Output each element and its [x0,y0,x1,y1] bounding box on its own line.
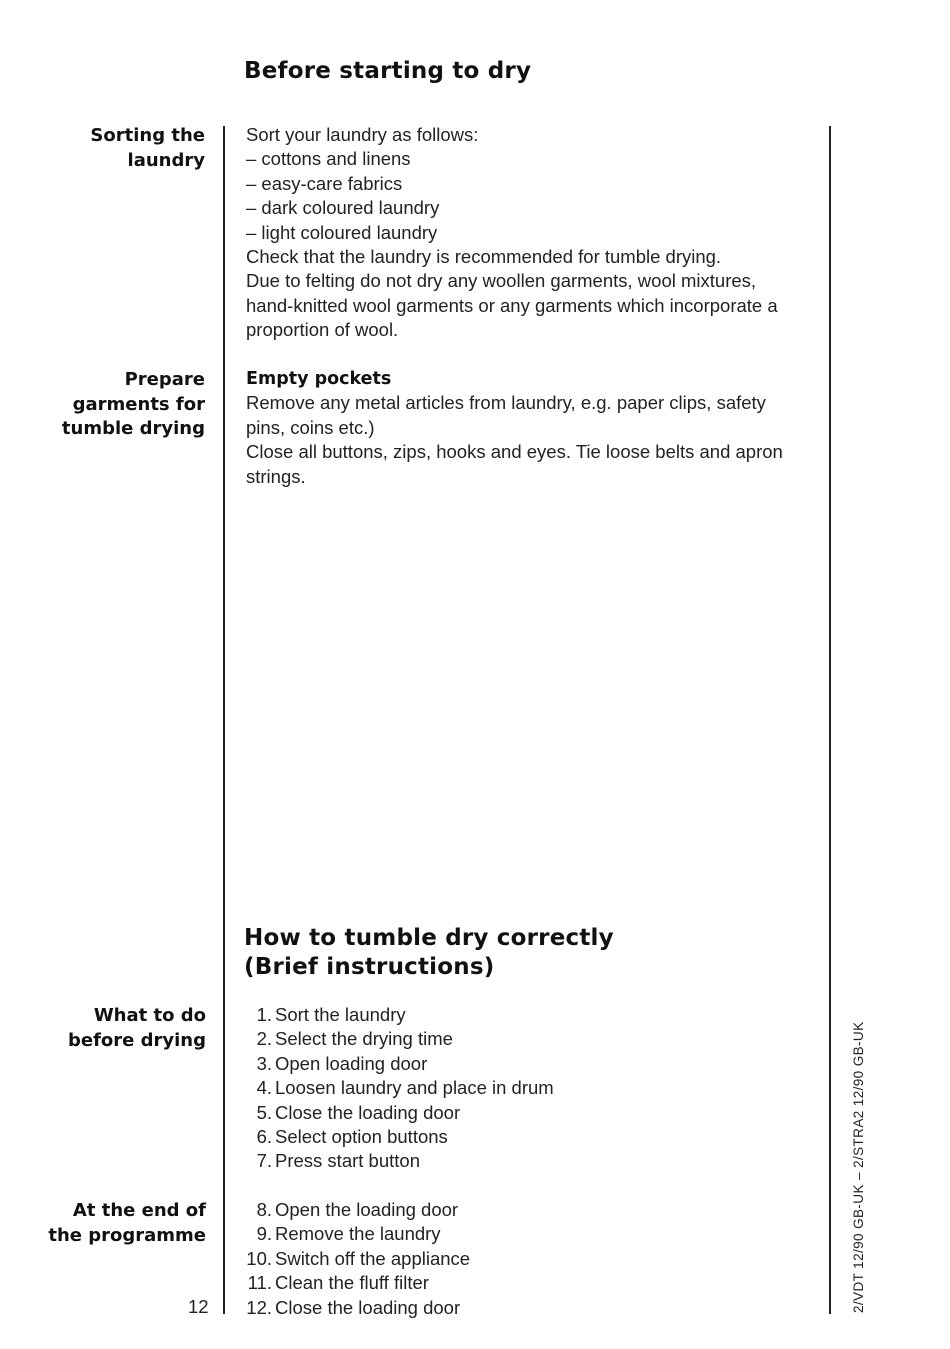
list-item: 4. Loosen laundry and place in drum [256,1077,554,1099]
text-line: – cottons and linens [246,148,411,170]
document-code: 2/VDT 12/90 GB-UK – 2/STRA2 12/90 GB-UK [851,1021,866,1313]
list-item: 10. Switch off the appliance [246,1247,471,1269]
list-item: 11. Clean the fluff filter [247,1272,429,1294]
section-title: How to tumble dry correctly (Brief instructions) [244,925,614,980]
text-line: Remove any metal articles from laundry, e.g. paper clips, safety [246,392,766,414]
prepare-heading: Prepare garments for tumble drying [61,369,205,439]
text-line: – light coloured laundry [246,221,438,243]
list-item: 6. Select option buttons [256,1126,448,1148]
left-divider [223,126,225,1314]
list-item: 8. Open the loading door [256,1199,459,1220]
text-line: hand-knitted wool garments or any garments which incorporate a [246,294,778,316]
end-programme-heading: At the end of the programme [48,1200,206,1246]
text-line: pins, coins etc.) [246,416,375,438]
empty-pockets-subheading: Empty pockets [246,369,392,389]
prepare-text [246,367,824,489]
page-title: Before starting to dry [244,58,532,84]
text-line: Due to felting do not dry any woollen garments, wool mixtures, [246,270,757,292]
text-line: Close all buttons, zips, hooks and eyes. Tie loose belts and apron [246,441,783,463]
list-item: 7. Press start button [256,1150,420,1172]
text-line: – easy-care fabrics [246,172,403,194]
text-line: Sort your laundry as follows: [246,124,479,145]
right-divider [829,126,831,1314]
text-line: – dark coloured laundry [246,197,440,219]
page-number: 12 [188,1296,209,1317]
before-drying-heading: What to do before drying [67,1005,206,1051]
sorting-heading: Sorting the laundry [90,125,205,171]
before-steps-list [240,1003,554,1174]
sorting-text [246,123,824,343]
end-steps-list [240,1198,470,1320]
text-line: proportion of wool. [246,319,399,341]
list-item: 2. Select the drying time [256,1028,453,1050]
list-item: 12. Close the loading door [246,1296,461,1318]
text-line: strings. [246,465,306,487]
list-item: 9. Remove the laundry [256,1223,441,1245]
text-line: Check that the laundry is recommended for tumble drying. [246,246,722,268]
list-item: 1. Sort the laundry [256,1004,406,1025]
list-item: 3. Open loading door [256,1052,428,1074]
list-item: 5. Close the loading door [256,1101,461,1123]
